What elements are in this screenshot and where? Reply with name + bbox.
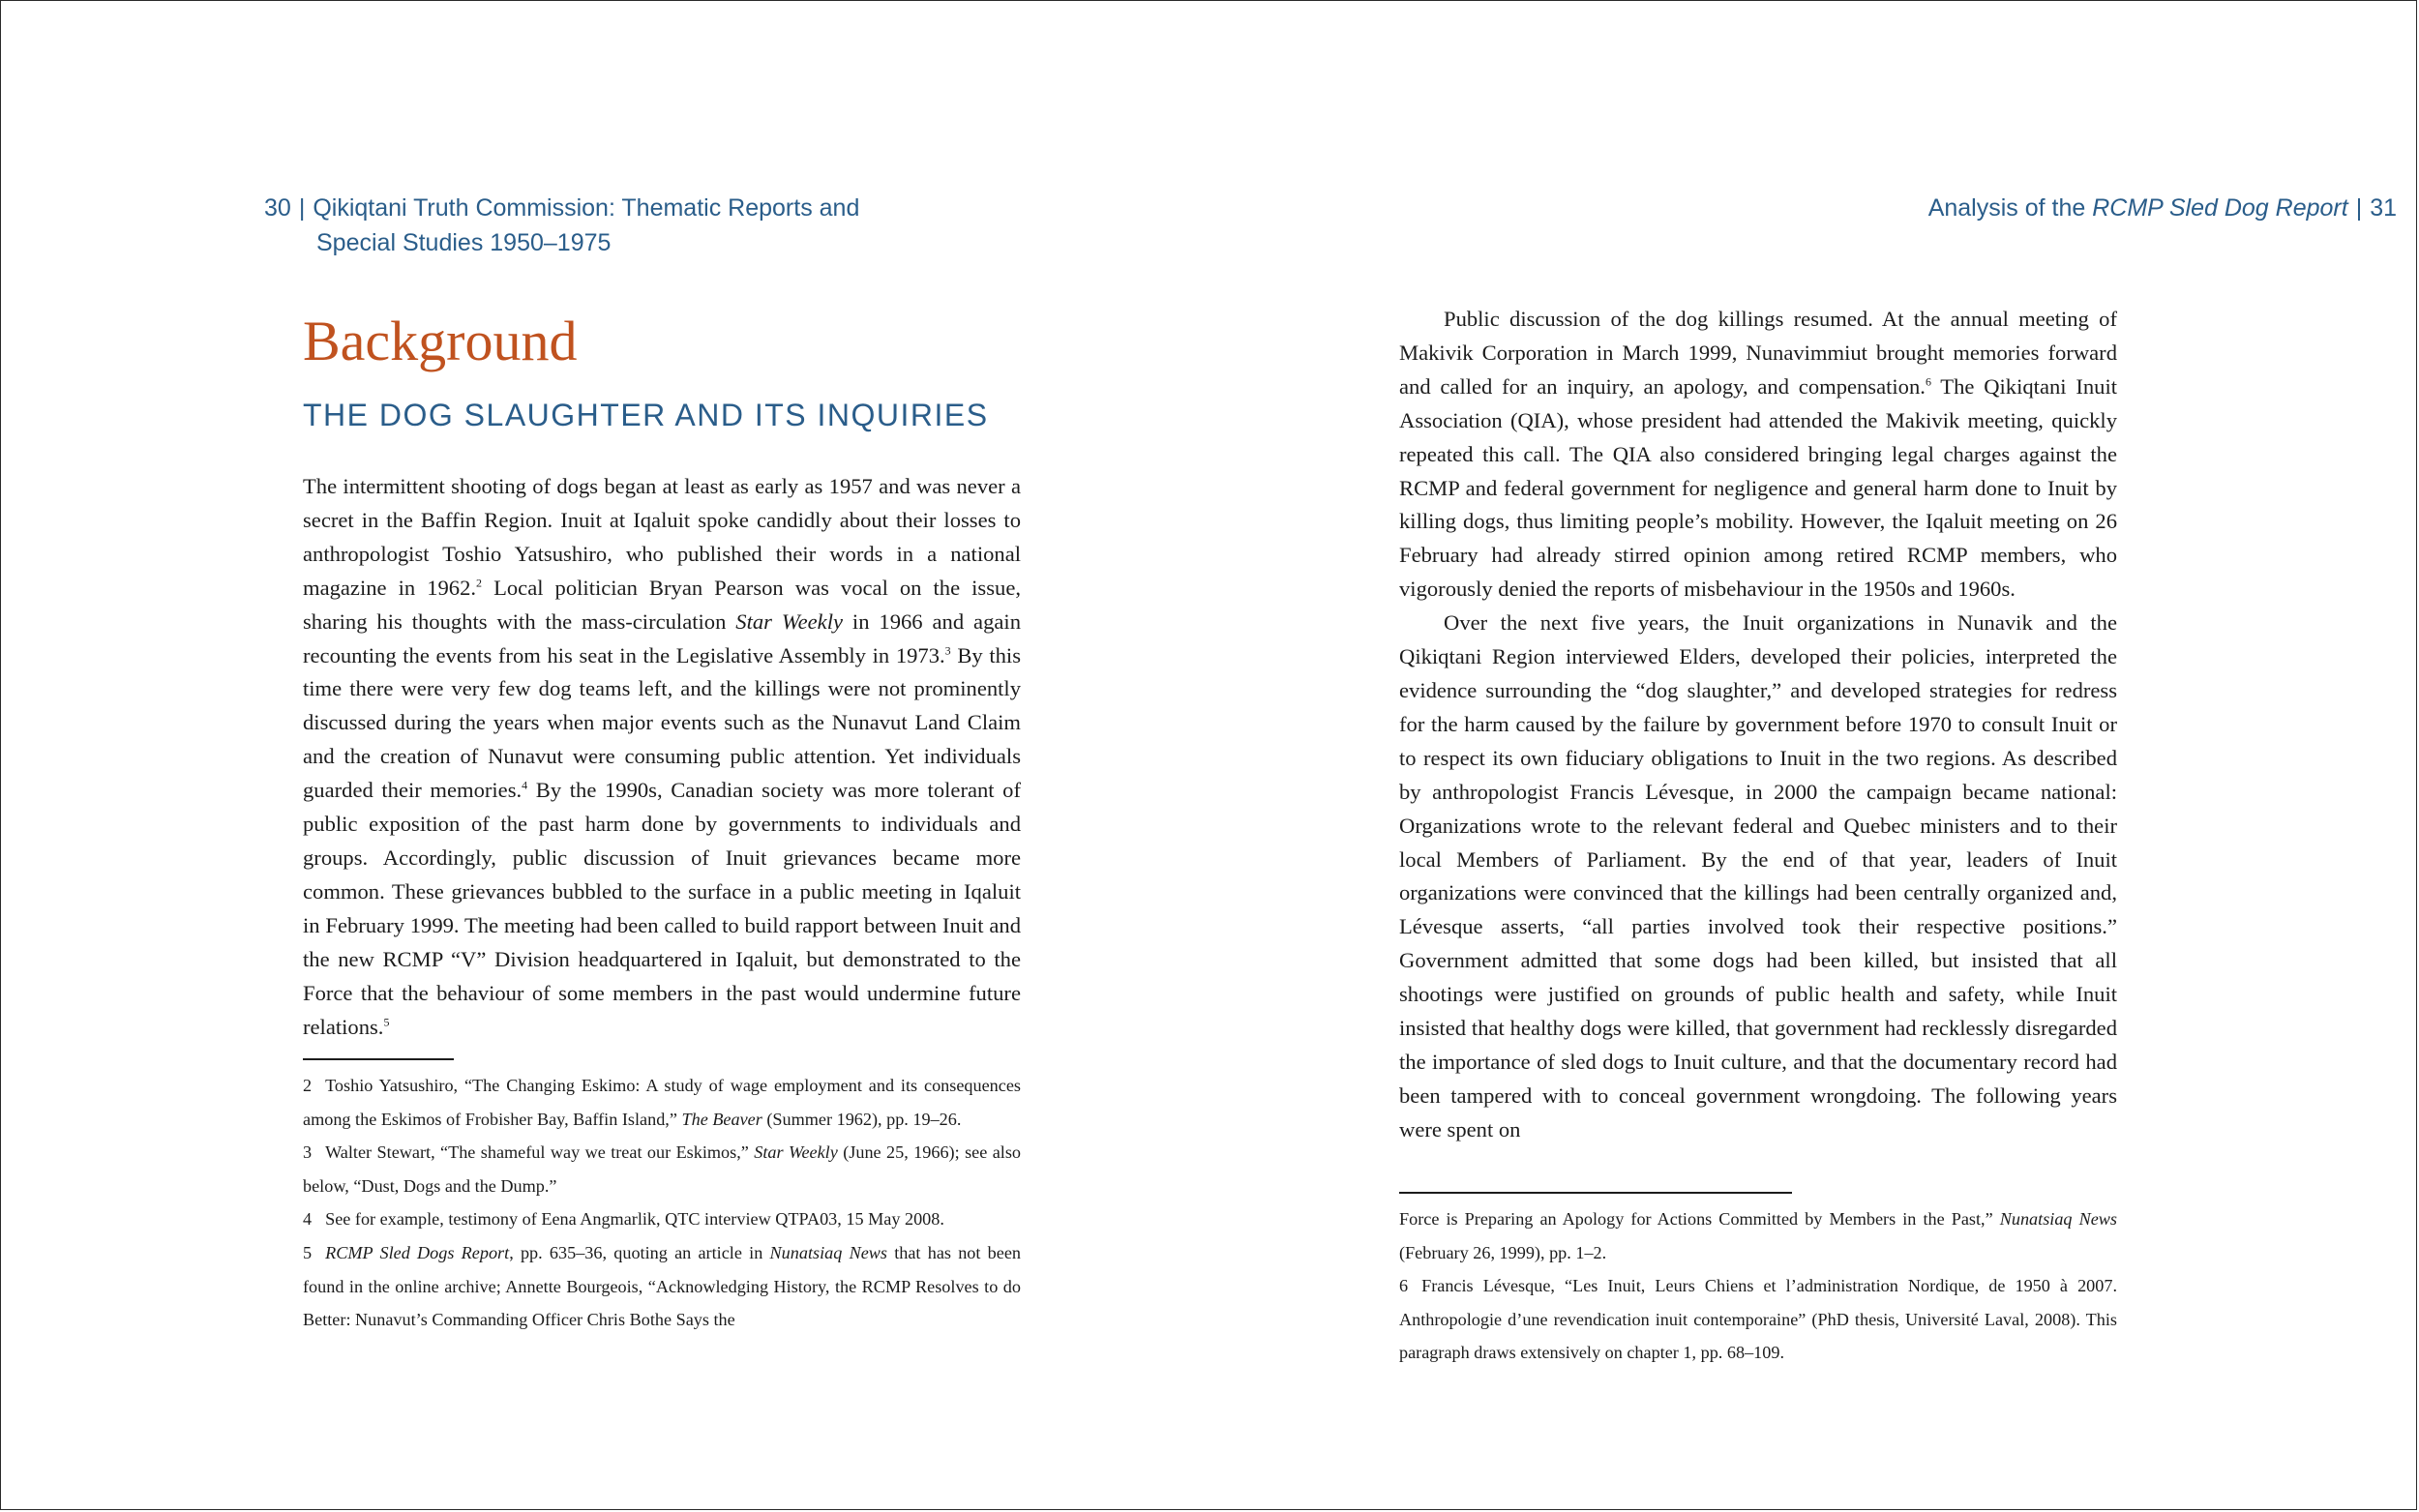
italic-title: The Beaver bbox=[681, 1109, 762, 1129]
footnote-number: 2 bbox=[303, 1076, 313, 1095]
footnote-3 bbox=[303, 1136, 1021, 1202]
right-paragraph-2 bbox=[1399, 607, 2117, 1147]
footnote-6 bbox=[1399, 1269, 2117, 1370]
footnote-5-continued bbox=[1399, 1202, 2117, 1269]
text-run: Force is Preparing an Apology for Actions Committed by Members in the Past,” bbox=[1399, 1209, 2000, 1229]
text-run: (February 26, 1999), pp. 1–2. bbox=[1399, 1242, 1607, 1262]
text-run: By this time there were very few dog teams left, and the killings were not prominently discussed during the years when major events such as the Nunavut Land Claim and the creation of Nunavut were consuming public attention. Yet individuals guarded their memories. bbox=[303, 642, 1021, 803]
text-run: Public discussion of the dog killings resumed. At the annual meeting of Makivik Corporation in March 1999, Nunavimmiut brought memories forward and called for an inquiry, an apology, and compensation. bbox=[1399, 307, 2117, 399]
footnote-number: 5 bbox=[303, 1242, 313, 1262]
footnote-ref-5: 5 bbox=[383, 1014, 390, 1028]
left-footnotes bbox=[303, 1069, 1021, 1337]
footnote-number: 6 bbox=[1399, 1276, 1409, 1296]
footnote-ref-4: 4 bbox=[522, 778, 528, 792]
footnote-number: 4 bbox=[303, 1209, 313, 1230]
text-run: Francis Lévesque, “Les Inuit, Leurs Chiens et l’administration Nordique, de 1950 à 2007. Anthropologie d’une revendication inuit contemporaine” (PhD thesis, Université Laval, 2008). This paragraph draws extensively on chapter 1, pp. 68–109. bbox=[1399, 1276, 2117, 1363]
text-run: Over the next five years, the Inuit organizations in Nunavik and the Qikiqtani Region interviewed Elders, developed their policies, interpreted the evidence surrounding the “dog slaughter,” and developed strategies for redress for the harm caused by the failure by government before 1970 to consult Inuit or to respect its own fiduciary obligations to Inuit in the two regions. As described by anthropologist Francis Lévesque, in 2000 the campaign became national: Organizations wrote to the relevant federal and Quebec ministers and to their local Members of Parliament. By the end of that year, leaders of Inuit organizations were convinced that the killings had been centrally organized and, Lévesque asserts, “all parties involved took their respective positions.” Government admitted that some dogs had been killed, but insisted that all shootings were justified on grounds of public health and safety, while Inuit insisted that healthy dogs were killed, that government had recklessly disregarded the importance of sled dogs to Inuit culture, and that the documentary record had been tampered with to conceal government wrongdoing. The following years were spent on bbox=[1399, 610, 2117, 1141]
text-run: Local politician Bryan Pearson was vocal on the issue, sharing his thoughts with the mass-circulation bbox=[303, 575, 1021, 634]
right-head-title-italic: RCMP Sled Dog Report bbox=[2092, 194, 2348, 222]
footnote-4 bbox=[303, 1202, 1021, 1236]
left-folio: 30 bbox=[264, 194, 291, 222]
right-running-head bbox=[1623, 191, 2397, 225]
left-page bbox=[1, 1, 1210, 1509]
text-run: (June 25, 1966); see also below, “Dust, Dogs and the Dump.” bbox=[303, 1142, 1021, 1196]
right-folio: 31 bbox=[2370, 194, 2397, 222]
right-footnote-rule bbox=[1399, 1192, 1792, 1194]
text-run: The Qikiqtani Inuit Association (QIA), whose president had attended the Makivik meeting, quickly repeated this call. The QIA also considered bringing legal charges against the RCMP and federal government for negligence and general harm done to Inuit by killing dogs, thus limiting people’s mobility. However, the Iqaluit meeting on 26 February had already stirred opinion among retired RCMP members, who vigorously denied the reports of misbehaviour in the 1950s and 1960s. bbox=[1399, 373, 2117, 602]
text-run: Toshio Yatsushiro, “The Changing Eskimo: A study of wage employment and its consequences among the Eskimos of Frobisher Bay, Baffin Island,” bbox=[303, 1076, 1021, 1129]
left-head-separator: | bbox=[298, 194, 306, 222]
right-footnotes bbox=[1399, 1202, 2117, 1370]
left-head-title-line2: Special Studies 1950–1975 bbox=[316, 229, 612, 256]
right-body-text bbox=[1399, 303, 2117, 1147]
left-running-head bbox=[264, 191, 961, 260]
footnote-ref-3: 3 bbox=[944, 643, 951, 657]
right-head-title-prefix: Analysis of the bbox=[1927, 194, 2093, 222]
footnote-5 bbox=[303, 1236, 1021, 1337]
italic-title: Star Weekly bbox=[735, 608, 844, 634]
right-paragraph-1 bbox=[1399, 303, 2117, 607]
footnote-ref-6: 6 bbox=[1925, 374, 1931, 389]
italic-title: Nunatsiaq News bbox=[1999, 1209, 2117, 1229]
footnote-2 bbox=[303, 1069, 1021, 1136]
italic-title: RCMP Sled Dogs Report bbox=[325, 1242, 510, 1262]
text-run: See for example, testimony of Eena Angmarlik, QTC interview QTPA03, 15 May 2008. bbox=[325, 1209, 944, 1230]
italic-title: Star Weekly bbox=[754, 1142, 838, 1163]
text-run: Walter Stewart, “The shameful way we treat our Eskimos,” bbox=[325, 1142, 755, 1163]
left-body-text bbox=[303, 470, 1021, 1044]
text-run: , pp. 635–36, quoting an article in bbox=[509, 1242, 770, 1262]
text-run: in 1966 and again recounting the events from his seat in the Legislative Assembly in 1973. bbox=[303, 608, 1021, 667]
text-run: By the 1990s, Canadian society was more tolerant of public exposition of the past harm done by governments to individuals and groups. Accordingly, public discussion of Inuit grievances became more common. These grievances bubbled to the surface in a public meeting in Iqaluit in February 1999. The meeting had been called to build rapport between Inuit and the new RCMP “V” Division headquartered in Iqaluit, but demonstrated to the Force that the behaviour of some members in the past would undermine future relations. bbox=[303, 778, 1022, 1039]
footnote-number: 3 bbox=[303, 1142, 313, 1163]
italic-title: Nunatsiaq News bbox=[769, 1242, 887, 1262]
chapter-title: Background bbox=[303, 310, 578, 372]
left-paragraph bbox=[303, 470, 1021, 1044]
footnote-ref-2: 2 bbox=[476, 576, 483, 590]
text-run: that has not been found in the online archive; Annette Bourgeois, “Acknowledging History, the RCMP Resolves to do Better: Nunavut’s Commanding Officer Chris Bothe Says the bbox=[303, 1242, 1022, 1330]
text-run: (Summer 1962), pp. 19–26. bbox=[762, 1109, 962, 1129]
left-head-title-line1: Qikiqtani Truth Commission: Thematic Reports and bbox=[313, 194, 860, 222]
right-head-separator: | bbox=[2355, 194, 2363, 222]
section-title: THE DOG SLAUGHTER AND ITS INQUIRIES bbox=[303, 398, 989, 432]
left-footnote-rule bbox=[303, 1058, 454, 1060]
right-page bbox=[1210, 1, 2419, 1509]
text-run: The intermittent shooting of dogs began at least as early as 1957 and was never a secret in the Baffin Region. Inuit at Iqaluit spoke candidly about their losses to anthropologist Toshio Yatsushiro, who published their words in a national magazine in 1962. bbox=[303, 474, 1021, 600]
